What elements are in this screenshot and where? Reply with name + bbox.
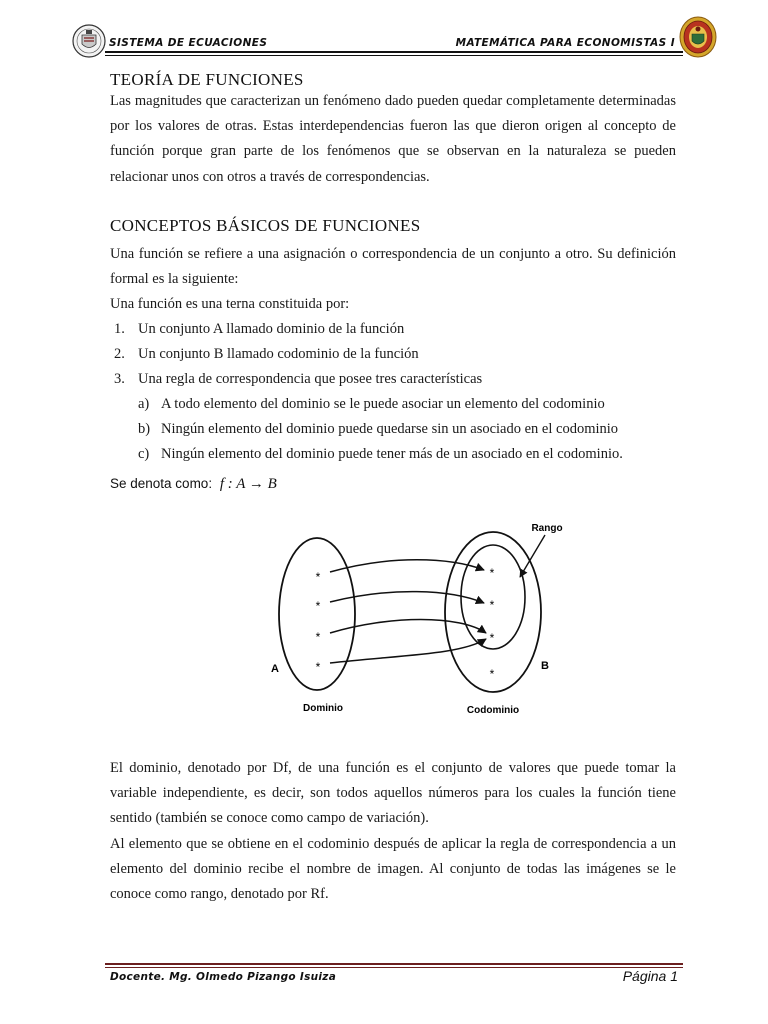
footer-divider-thin [105,967,683,968]
range-pointer-arrow [520,535,545,577]
range-label: Rango [531,523,563,534]
list-item-text: Un conjunto A llamado dominio de la función [138,321,405,337]
codomain-label: Codominio [466,705,520,716]
domain-element-mark: * [315,630,321,644]
domain-element-mark: * [315,660,321,674]
paragraph-dominio: El dominio, denotado por Df, de una función es el conjunto de valores que puede tomar la variable independiente, es decir, son todos aquellos números para los cuales la función tiene sentido (también se conoce como campo de variación). [110,760,676,827]
domain-label: Dominio [303,703,343,714]
mapping-arrow [330,560,484,572]
section-title-teoria: TEORÍA DE FUNCIONES [110,70,304,89]
paragraph-definicion: Una función se refiere a una asignación o correspondencia de un conjunto a otro. Su definición formal es la siguiente: [110,246,676,288]
sublist-item-text: A todo elemento del dominio se le puede asociar un elemento del codominio [161,396,605,412]
list-item-text: Una regla de correspondencia que posee tres características [138,371,483,387]
sublist-item-text: Ningún elemento del dominio puede quedarse sin un asociado en el codominio [161,421,619,437]
list-item-number: 1. [114,321,125,337]
codomain-element-mark: * [489,598,495,612]
set-b-label: B [541,660,549,672]
paragraph-teoria: Las magnitudes que caracterizan un fenómeno dado pueden quedar completamente determinadas por los valores de otras. Estas interdependencias fueron las que dieron origen al concepto de función porque gran parte de los fenómenos que se observan en la naturaleza se pueden relacionar unos con otros a través de correspondencias. [110,93,676,185]
domain-element-mark: * [315,599,321,613]
paragraph-imagen: Al elemento que se obtiene en el codominio después de aplicar la regla de correspondencia a un elemento del dominio recibe el nombre de imagen. Al conjunto de todas las imágenes se le conoce como rango, denotado por Rf. [110,836,676,903]
codomain-element-mark: * [489,631,495,645]
list-item-number: 3. [114,371,125,387]
notation-line [110,476,277,493]
footer-divider [105,963,683,965]
section-title-conceptos: CONCEPTOS BÁSICOS DE FUNCIONES [110,216,421,235]
sublist-item-text: Ningún elemento del dominio puede tener más de un asociado en el codominio. [161,446,623,462]
list-item-text: Un conjunto B llamado codominio de la función [138,346,419,362]
domain-element-mark: * [315,570,321,584]
notation-math: f : A → B [219,476,277,492]
list-intro: Una función es una terna constituida por: [110,296,350,312]
university-seal-left-logo [72,22,106,60]
list-item-number: 2. [114,346,125,362]
footer-page-number: Página 1 [622,968,678,984]
codomain-element-mark: * [489,667,495,681]
header-divider [105,51,683,53]
notation-label: Se denota como: [110,476,213,491]
set-a-label: A [271,663,279,675]
sublist-item-letter: c) [138,446,150,462]
sublist-item-letter: b) [138,421,151,437]
footer-author: Docente. Mg. Olmedo Pizango Isuiza [110,971,337,983]
mapping-arrow [330,639,486,663]
sublist-item-letter: a) [138,396,150,412]
header-left-title: SISTEMA DE ECUACIONES [109,37,268,49]
function-mapping-diagram [260,515,580,720]
header-divider-thin [105,55,683,56]
header-right-title: MATEMÁTICA PARA ECONOMISTAS I [455,37,675,49]
university-seal-right-logo [679,16,717,58]
codomain-element-mark: * [489,566,495,580]
